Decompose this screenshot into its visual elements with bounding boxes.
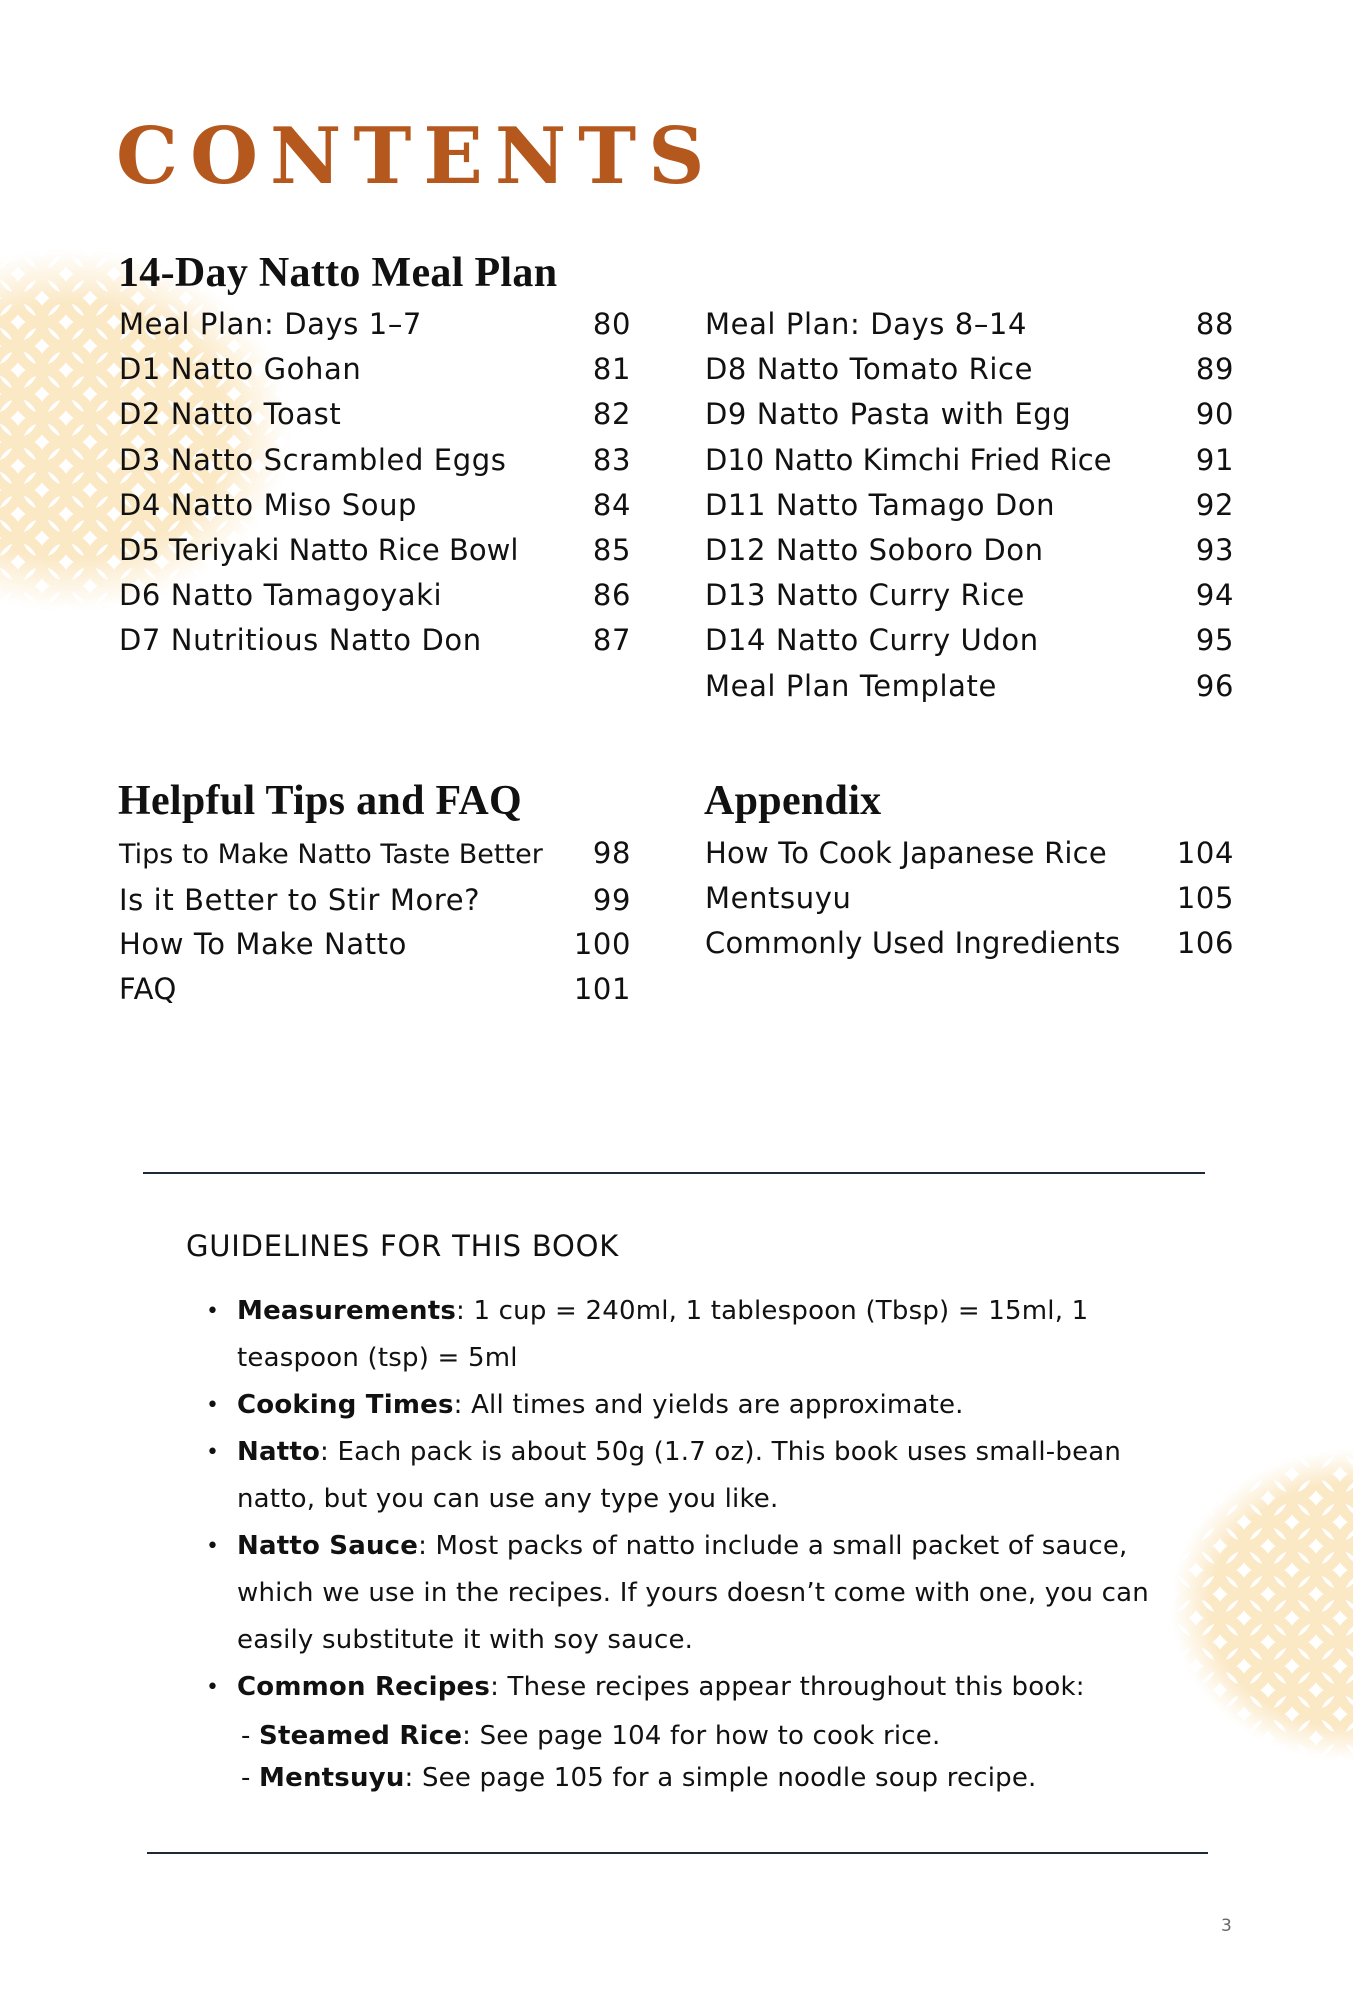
guideline-term: Cooking Times — [237, 1390, 454, 1420]
tips-list — [119, 831, 631, 1011]
toc-entry-page: 85 — [592, 533, 631, 568]
toc-entry-page: 99 — [592, 882, 631, 917]
appendix-heading: Appendix — [704, 778, 882, 824]
toc-entry-label: D7 Nutritious Natto Don — [119, 623, 482, 658]
toc-entry[interactable] — [119, 573, 631, 618]
toc-entry-label: D11 Natto Tamago Don — [705, 487, 1056, 522]
toc-entry[interactable] — [705, 528, 1234, 573]
toc-entry[interactable] — [705, 876, 1234, 921]
guideline-text: : Each pack is about 50g (1.7 oz). This book uses small-bean natto, but you can use any type you like. — [237, 1437, 1122, 1514]
toc-entry[interactable] — [705, 483, 1234, 528]
toc-entry[interactable] — [705, 302, 1234, 347]
toc-entry-label: Mentsuyu — [705, 881, 852, 915]
meal-plan-left-list — [119, 302, 631, 664]
guideline-term: Common Recipes — [237, 1672, 491, 1702]
toc-entry-label: D8 Natto Tomato Rice — [705, 352, 1034, 387]
bullet-icon: • — [206, 1534, 220, 1559]
toc-entry-page: 100 — [573, 927, 631, 961]
toc-entry-label: D5 Teriyaki Natto Rice Bowl — [119, 533, 519, 568]
toc-entry-label: Tips to Make Natto Taste Better — [119, 839, 543, 870]
toc-entry-page: 83 — [592, 442, 631, 477]
toc-entry-label: How To Cook Japanese Rice — [705, 836, 1107, 870]
toc-entry-page: 94 — [1195, 578, 1234, 613]
toc-entry-label: Meal Plan Template — [705, 668, 997, 703]
appendix-list — [705, 831, 1234, 966]
toc-entry[interactable] — [705, 831, 1234, 876]
guideline-text: : These recipes appear throughout this book: — [490, 1672, 1085, 1702]
guideline-text: : See page 105 for a simple noodle soup recipe. — [404, 1763, 1037, 1793]
toc-entry-label: D9 Natto Pasta with Egg — [705, 397, 1072, 432]
page-title: CONTENTS — [116, 111, 717, 202]
guideline-term: Natto Sauce — [237, 1531, 419, 1561]
bullet-icon: • — [206, 1393, 220, 1418]
bullet-icon: • — [206, 1440, 220, 1465]
toc-entry-page: 101 — [573, 971, 631, 1006]
toc-entry-page: 84 — [592, 487, 631, 522]
toc-entry[interactable] — [119, 831, 631, 878]
toc-entry-page: 82 — [592, 397, 631, 432]
toc-entry[interactable] — [705, 921, 1234, 966]
guideline-item — [206, 1523, 1166, 1664]
bullet-icon: • — [206, 1675, 220, 1700]
guideline-text: : All times and yields are approximate. — [453, 1390, 964, 1420]
toc-entry-page: 98 — [592, 836, 631, 870]
toc-entry-label: D6 Natto Tamagoyaki — [119, 578, 443, 613]
toc-entry-page: 88 — [1195, 307, 1234, 341]
tips-heading: Helpful Tips and FAQ — [118, 778, 522, 824]
guidelines-heading: GUIDELINES FOR THIS BOOK — [186, 1229, 620, 1263]
toc-entry[interactable] — [119, 483, 631, 528]
guideline-item — [206, 1288, 1166, 1382]
toc-entry-label: FAQ — [119, 971, 177, 1006]
guideline-item — [206, 1382, 1166, 1429]
sub-item-prefix: - — [241, 1763, 260, 1793]
guideline-text: : Most packs of natto include a small packet of sauce, which we use in the recipes. If yours doesn’t come with one, you can easily substitute it with soy sauce. — [237, 1531, 1149, 1655]
toc-entry-page: 106 — [1176, 926, 1234, 960]
toc-entry[interactable] — [119, 618, 631, 663]
toc-entry-page: 89 — [1195, 352, 1234, 387]
toc-entry[interactable] — [119, 392, 631, 437]
toc-entry-page: 104 — [1176, 836, 1234, 870]
guideline-text: : 1 cup = 240ml, 1 tablespoon (Tbsp) = 15ml, 1 teaspoon (tsp) = 5ml — [237, 1296, 1089, 1373]
toc-entry-label: D14 Natto Curry Udon — [705, 623, 1039, 658]
toc-entry[interactable] — [705, 618, 1234, 663]
toc-entry[interactable] — [119, 922, 631, 967]
toc-entry-page: 90 — [1195, 397, 1234, 432]
toc-entry[interactable] — [119, 967, 631, 1012]
toc-entry[interactable] — [705, 573, 1234, 618]
toc-entry-label: Meal Plan: Days 8–14 — [705, 307, 1028, 341]
sub-item-prefix: - — [241, 1721, 260, 1751]
toc-entry-label: D12 Natto Soboro Don — [705, 533, 1044, 568]
toc-entry-label: D2 Natto Toast — [119, 397, 342, 432]
toc-entry[interactable] — [705, 347, 1234, 392]
toc-entry[interactable] — [705, 664, 1234, 709]
toc-entry[interactable] — [119, 438, 631, 483]
toc-entry[interactable] — [119, 878, 631, 923]
toc-entry-label: Commonly Used Ingredients — [705, 926, 1121, 960]
toc-entry[interactable] — [119, 347, 631, 392]
guideline-term: Natto — [237, 1437, 321, 1467]
toc-entry-page: 80 — [592, 307, 631, 341]
bullet-icon: • — [206, 1299, 220, 1324]
toc-entry-label: D4 Natto Miso Soup — [119, 487, 418, 522]
guideline-sub-item — [206, 1757, 1166, 1799]
toc-entry-page: 105 — [1176, 881, 1234, 915]
guideline-term: Steamed Rice — [259, 1721, 463, 1751]
toc-entry[interactable] — [705, 438, 1234, 483]
guideline-text: : See page 104 for how to cook rice. — [462, 1721, 941, 1751]
guideline-item — [206, 1664, 1166, 1711]
meal-plan-heading: 14-Day Natto Meal Plan — [118, 250, 558, 296]
toc-entry-label: Meal Plan: Days 1–7 — [119, 307, 422, 341]
guideline-sub-item — [206, 1715, 1166, 1757]
toc-entry-page: 92 — [1195, 487, 1234, 522]
toc-entry-label: How To Make Natto — [119, 927, 407, 961]
divider-top — [143, 1172, 1205, 1174]
meal-plan-right-list — [705, 302, 1234, 709]
toc-entry-label: D10 Natto Kimchi Fried Rice — [705, 442, 1112, 477]
page-number: 3 — [1221, 1916, 1232, 1936]
toc-entry-page: 95 — [1195, 623, 1234, 658]
guideline-item — [206, 1429, 1166, 1523]
toc-entry-label: Is it Better to Stir More? — [119, 882, 481, 917]
toc-entry-page: 93 — [1195, 533, 1234, 568]
toc-entry-label: D13 Natto Curry Rice — [705, 578, 1025, 613]
toc-entry-page: 91 — [1195, 442, 1234, 477]
decorative-pattern-bottom-right — [1172, 1450, 1353, 1760]
guideline-term: Measurements — [237, 1296, 457, 1326]
toc-entry-page: 96 — [1195, 668, 1234, 703]
guidelines-list — [206, 1288, 1166, 1799]
toc-entry[interactable] — [119, 302, 631, 347]
toc-entry-label: D1 Natto Gohan — [119, 352, 362, 387]
toc-entry[interactable] — [119, 528, 631, 573]
toc-entry-label: D3 Natto Scrambled Eggs — [119, 442, 507, 477]
toc-entry-page: 81 — [592, 352, 631, 387]
toc-entry-page: 87 — [592, 623, 631, 658]
divider-bottom — [147, 1852, 1208, 1854]
shippo-pattern-icon — [1172, 1450, 1353, 1760]
toc-entry-page: 86 — [592, 578, 631, 613]
guideline-term: Mentsuyu — [259, 1763, 405, 1793]
toc-entry[interactable] — [705, 392, 1234, 437]
